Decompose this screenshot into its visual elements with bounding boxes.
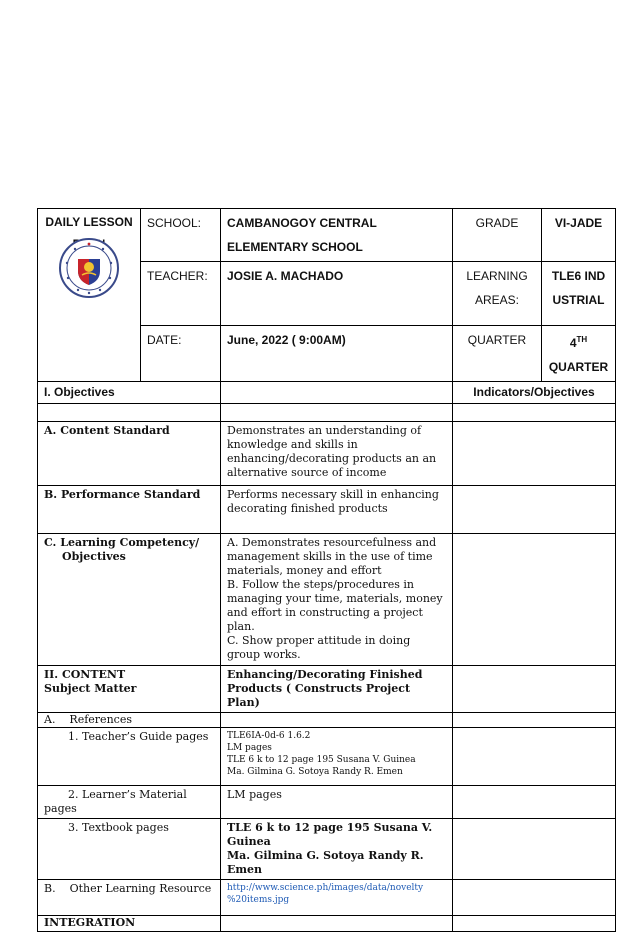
- integration-label: INTEGRATION: [38, 916, 221, 932]
- other-link-line1[interactable]: http://www.science.ph/images/data/novelty: [227, 883, 424, 893]
- integration-value: [221, 916, 453, 932]
- competency-label-line2: Objectives: [62, 550, 126, 563]
- references-indicator: [453, 713, 616, 728]
- teachers-guide-value: [221, 728, 453, 786]
- content-standard-label: A. Content Standard: [38, 422, 221, 486]
- other-link-line2[interactable]: %20items.jpg: [227, 895, 290, 905]
- performance-standard-value: Performs necessary skill in enhancing decorating finished products: [221, 486, 453, 534]
- competency-value: [221, 534, 453, 666]
- teachers-guide-line4: Ma. Gilmina G. Sotoya Randy R. Emen: [227, 767, 403, 777]
- teachers-guide-indicator: [453, 728, 616, 786]
- subject-matter-label: Subject Matter: [44, 682, 137, 695]
- content-label: II. CONTENT: [44, 668, 126, 681]
- school-label: SCHOOL:: [141, 209, 221, 262]
- objectives-heading: I. Objectives: [38, 382, 221, 404]
- blank-cell-3: [453, 404, 616, 422]
- learners-material-value: LM pages: [221, 786, 453, 819]
- blank-cell-2: [221, 404, 453, 422]
- content-heading: [38, 666, 221, 713]
- quarter-suffix: TH: [576, 335, 588, 344]
- competency-indicator: [453, 534, 616, 666]
- indicators-heading: Indicators/Objectives: [453, 382, 616, 404]
- teachers-guide-line3: TLE 6 k to 12 page 195 Susana V. Guinea: [227, 755, 416, 765]
- learners-label-line2: pages: [44, 802, 77, 815]
- learners-label-line1: 2. Learner’s Material: [68, 788, 187, 801]
- quarter-word: QUARTER: [548, 360, 609, 374]
- other-resource-indicator: [453, 880, 616, 916]
- performance-standard-label: B. Performance Standard: [38, 486, 221, 534]
- content-standard-value: Demonstrates an understanding of knowledge and skills in enhancing/decorating products an an alternative source of income: [221, 422, 453, 486]
- learning-areas-label: LEARNING AREAS:: [453, 262, 542, 326]
- teacher-value: JOSIE A. MACHADO: [221, 262, 453, 326]
- quarter-number: 4: [569, 336, 577, 350]
- lesson-plan-table: [37, 208, 616, 932]
- deped-seal-icon: [58, 237, 120, 299]
- textbook-indicator: [453, 819, 616, 880]
- school-value: CAMBANOGOY CENTRAL ELEMENTARY SCHOOL: [221, 209, 453, 262]
- dlp-title: DAILY LESSON: [45, 215, 133, 229]
- teacher-label: TEACHER:: [141, 262, 221, 326]
- date-label: DATE:: [141, 326, 221, 382]
- competency-label: [38, 534, 221, 666]
- competency-label-line1: C. Learning Competency/: [44, 536, 200, 549]
- content-indicator: [453, 666, 616, 713]
- learners-material-indicator: [453, 786, 616, 819]
- textbook-label: 3. Textbook pages: [38, 819, 221, 880]
- textbook-line2: Guinea: [227, 835, 271, 848]
- competency-a: A. Demonstrates resourcefulness and management skills in the use of time materials, money and effort: [227, 536, 437, 577]
- competency-c: C. Show proper attitude in doing group works.: [227, 634, 411, 661]
- grade-label: GRADE: [453, 209, 542, 262]
- references-label: A. References: [38, 713, 221, 728]
- content-standard-indicator: [453, 422, 616, 486]
- teachers-guide-label: 1. Teacher’s Guide pages: [38, 728, 221, 786]
- dlp-title-cell: [38, 209, 141, 382]
- date-value: June, 2022 ( 9:00AM): [221, 326, 453, 382]
- teachers-guide-line2: LM pages: [227, 743, 272, 753]
- learning-areas-value: TLE6 INDUSTRIAL: [542, 262, 616, 326]
- quarter-value: [542, 326, 616, 382]
- content-value: Enhancing/Decorating Finished Products ( Constructs Project Plan): [221, 666, 453, 713]
- grade-value: VI-JADE: [542, 209, 616, 262]
- competency-b: B. Follow the steps/procedures in managing your time, materials, money and effort in constructing a project plan.: [227, 578, 443, 633]
- quarter-label: QUARTER: [453, 326, 542, 382]
- other-resource-link[interactable]: [221, 880, 453, 916]
- textbook-line3: Ma. Gilmina G. Sotoya Randy R. Emen: [227, 849, 424, 876]
- blank-cell-1: [38, 404, 221, 422]
- performance-standard-indicator: [453, 486, 616, 534]
- objectives-empty-cell: [221, 382, 453, 404]
- textbook-value: [221, 819, 453, 880]
- learners-material-label: [38, 786, 221, 819]
- other-resource-label: B. Other Learning Resource: [38, 880, 221, 916]
- textbook-line1: TLE 6 k to 12 page 195 Susana V.: [227, 821, 433, 834]
- teachers-guide-line1: TLE6IA-0d-6 1.6.2: [227, 731, 311, 741]
- references-empty: [221, 713, 453, 728]
- integration-indicator: [453, 916, 616, 932]
